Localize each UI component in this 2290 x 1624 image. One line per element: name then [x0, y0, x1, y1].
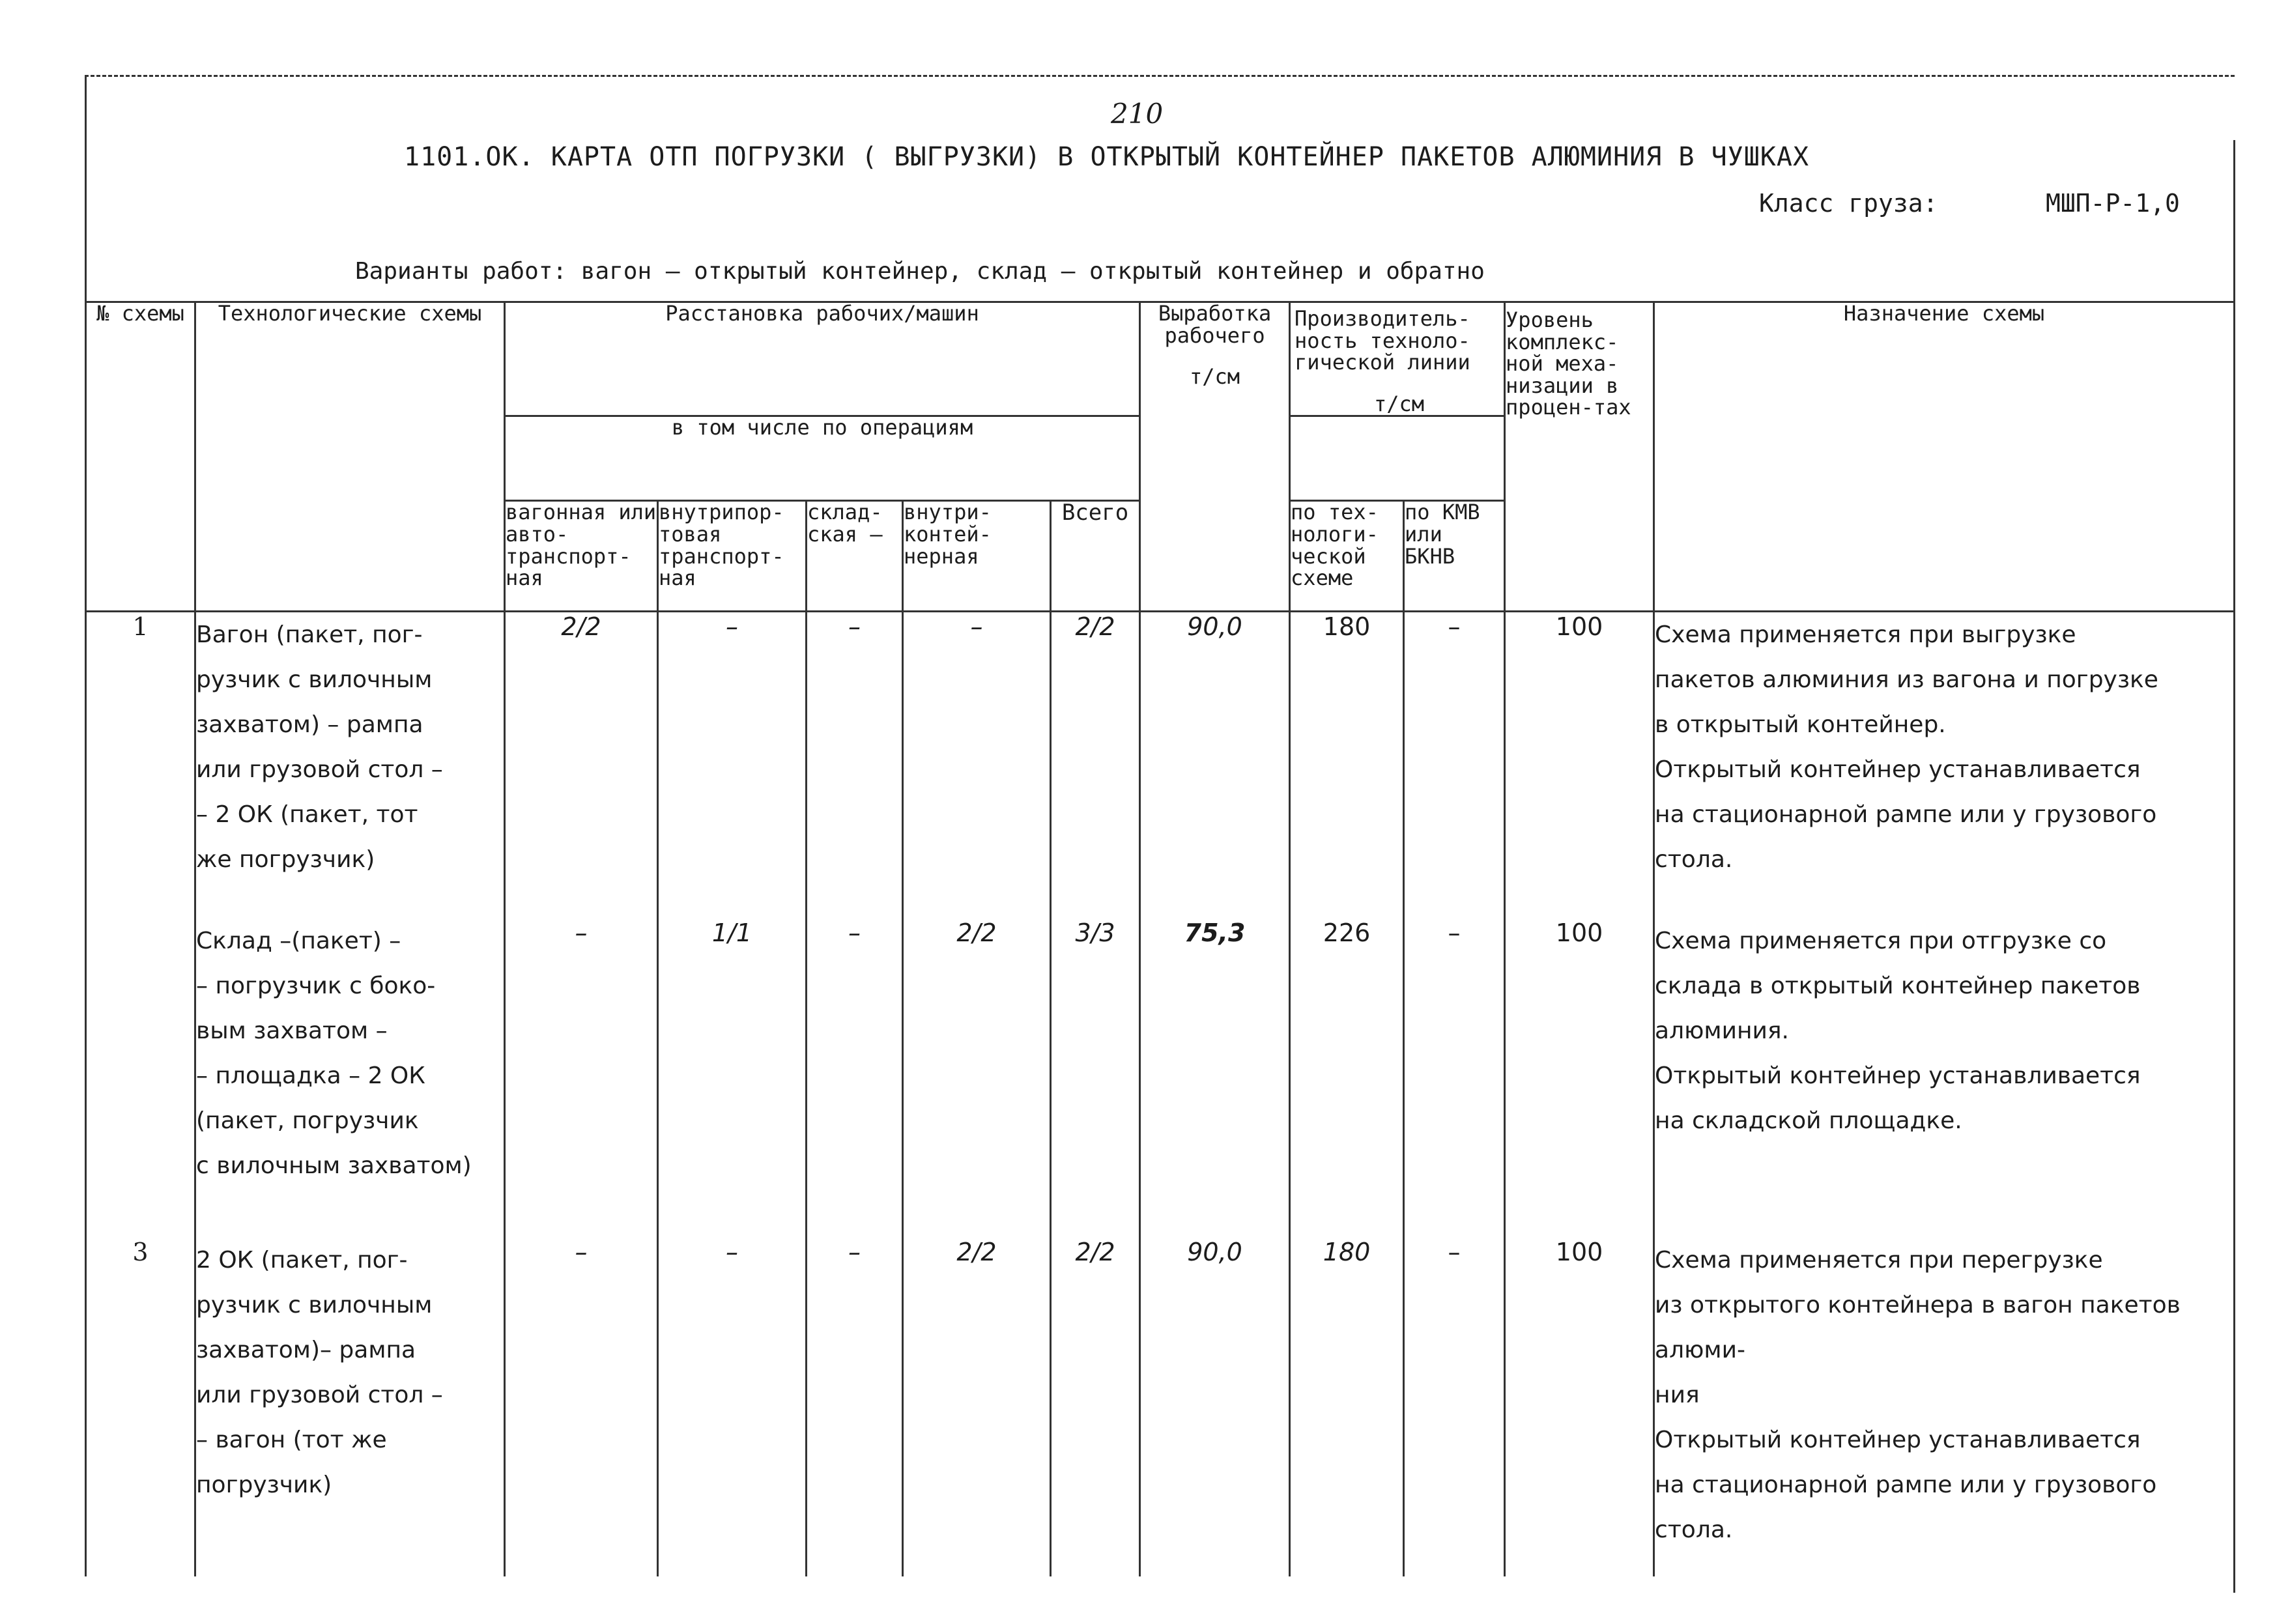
row-warehouse: –	[807, 919, 903, 1238]
header-productivity-label: Производитель-ность техноло-гической линии	[1295, 306, 1470, 375]
row-output: 90,0	[1140, 612, 1290, 919]
row-wagon: –	[505, 919, 658, 1238]
row-index: 3	[86, 1238, 195, 1576]
header-line-productivity	[1290, 302, 1505, 416]
row-purpose: Схема применяется при выгрузке пакетов алюминия из вагона и погрузке в открытый контейнер. Открытый контейнер устанавливается на стационарной рампе или у грузового стола.	[1654, 612, 2235, 919]
row-output: 90,0	[1140, 1238, 1290, 1576]
header-worker-placement: Расстановка рабочих/машин	[505, 302, 1140, 416]
row-intraport: –	[658, 1238, 807, 1576]
row-output: 75,3	[1140, 919, 1290, 1238]
row-intracontainer: –	[903, 612, 1051, 919]
row-by-kmv: –	[1404, 1238, 1505, 1576]
header-output-unit: т/см	[1190, 364, 1240, 390]
row-mechanization: 100	[1505, 1238, 1654, 1576]
table-row	[86, 1238, 2235, 1576]
page-number: 210	[1111, 98, 1164, 130]
header-intracontainer: внутри-контей-нерная	[903, 501, 1051, 612]
header-wagon-transport: вагонная или авто-транспорт-ная	[505, 501, 658, 612]
page-title: 1101.ОК. КАРТА ОТП ПОГРУЗКИ ( ВЫГРУЗКИ) В ОТКРЫТЫЙ КОНТЕЙНЕР ПАКЕТОВ АЛЮМИНИЯ В ЧУШКАХ	[404, 142, 1810, 172]
frame-top-border	[85, 75, 2235, 77]
header-technology-schemes: Технологические схемы	[195, 302, 505, 612]
header-by-operations: в том числе по операциям	[505, 416, 1140, 501]
row-warehouse: –	[807, 612, 903, 919]
row-warehouse: –	[807, 1238, 903, 1576]
technology-table	[85, 301, 2235, 1576]
row-purpose: Схема применяется при перегрузке из открытого контейнера в вагон пакетов алюми- ния Открытый контейнер устанавливается на стационарной рампе или у грузового стола.	[1654, 1238, 2235, 1576]
row-wagon: 2/2	[505, 612, 658, 919]
table-row	[86, 919, 2235, 1238]
row-by-kmv: –	[1404, 919, 1505, 1238]
header-by-scheme: по тех-нологи-ческой схеме	[1290, 501, 1404, 612]
row-by-kmv: –	[1404, 612, 1505, 919]
row-total: 2/2	[1051, 612, 1140, 919]
row-intracontainer: 2/2	[903, 1238, 1051, 1576]
row-total: 2/2	[1051, 1238, 1140, 1576]
header-productivity-unit: т/см	[1374, 391, 1425, 416]
row-wagon: –	[505, 1238, 658, 1576]
table-row	[86, 612, 2235, 919]
header-mechanization-level: Уровень комплекс-ной меха-низации в процен-тах	[1505, 302, 1654, 612]
row-total: 3/3	[1051, 919, 1140, 1238]
row-purpose: Схема применяется при отгрузке со склада в открытый контейнер пакетов алюминия. Открытый контейнер устанавливается на складской площадке.	[1654, 919, 2235, 1238]
work-variants: Варианты работ: вагон – открытый контейнер, склад – открытый контейнер и обратно	[355, 258, 1485, 285]
row-mechanization: 100	[1505, 919, 1654, 1238]
row-by-scheme: 180	[1290, 1238, 1404, 1576]
row-index: 1	[86, 612, 195, 919]
header-worker-output	[1140, 302, 1290, 612]
row-by-scheme: 226	[1290, 919, 1404, 1238]
header-intraport-transport: внутрипор-товая транспорт-ная	[658, 501, 807, 612]
row-intraport: 1/1	[658, 919, 807, 1238]
header-warehouse: склад-ская –	[807, 501, 903, 612]
row-intracontainer: 2/2	[903, 919, 1051, 1238]
row-scheme: Склад –(пакет) – – погрузчик с боко- вым захватом – – площадка – 2 ОК (пакет, погрузчик с вилочным захватом)	[195, 919, 505, 1238]
row-intraport: –	[658, 612, 807, 919]
header-scheme-purpose: Назначение схемы	[1654, 302, 2235, 612]
row-index	[86, 919, 195, 1238]
row-mechanization: 100	[1505, 612, 1654, 919]
header-total: Всего	[1051, 501, 1140, 612]
row-scheme: 2 ОК (пакет, пог- рузчик с вилочным захватом)– рампа или грузовой стол – – вагон (тот же погрузчик)	[195, 1238, 505, 1576]
cargo-class-label: Класс груза:	[1759, 189, 1938, 218]
row-by-scheme: 180	[1290, 612, 1404, 919]
header-productivity-spacer	[1290, 416, 1505, 501]
header-output-label: Выработка рабочего	[1158, 301, 1272, 348]
row-scheme: Вагон (пакет, пог- рузчик с вилочным захватом) – рампа или грузовой стол – – 2 ОК (пакет, тот же погрузчик)	[195, 612, 505, 919]
header-by-kmv: по КМВ или БКНВ	[1404, 501, 1505, 612]
header-scheme-number: № схемы	[86, 302, 195, 612]
cargo-class-value: МШП-Р-1,0	[2046, 189, 2180, 218]
